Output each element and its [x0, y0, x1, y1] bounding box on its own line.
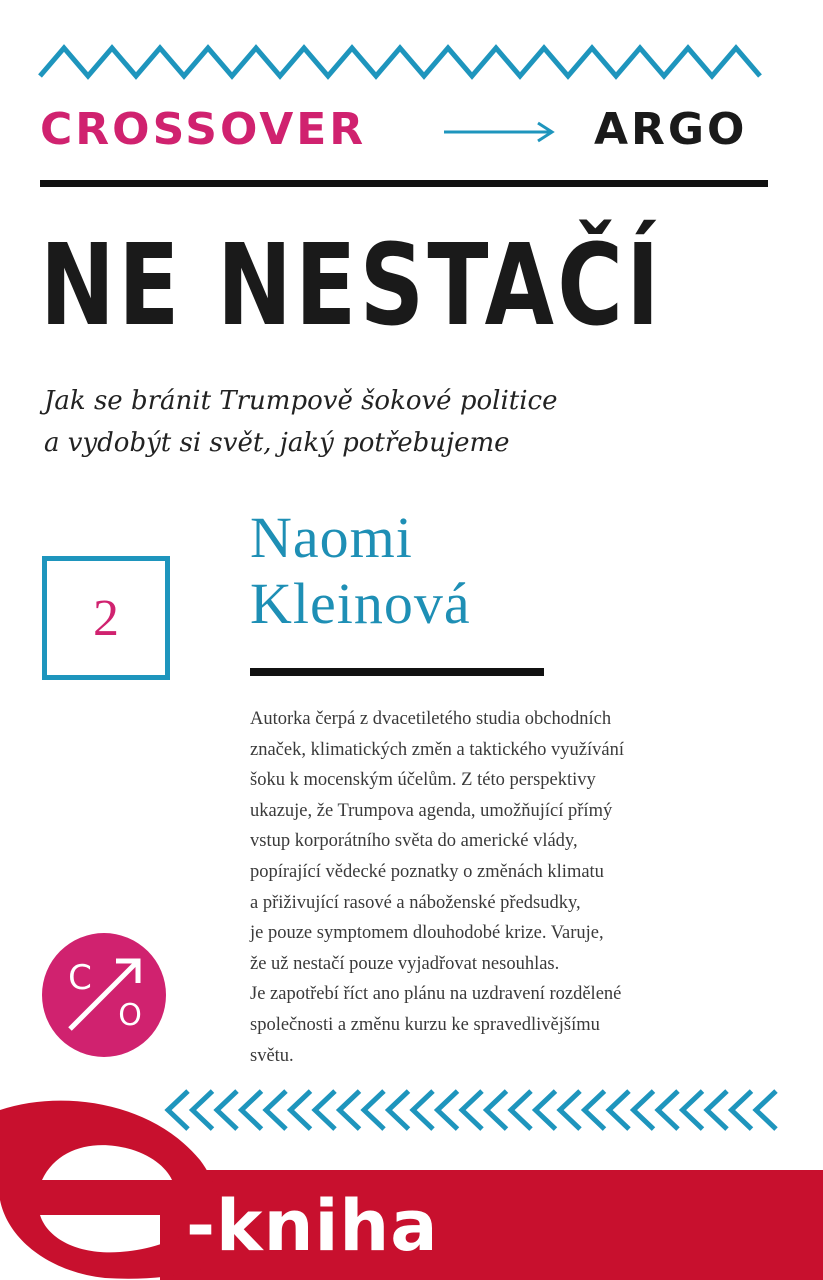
- blurb-line: Je zapotřebí říct ano plánu na uzdravení rozdělené: [250, 984, 622, 1005]
- long-arrow-right-icon: [442, 120, 562, 144]
- blurb-line: že už nestačí pouze vyjadřovat nesouhlas.: [250, 953, 560, 974]
- badge-letter-o: O: [118, 998, 142, 1033]
- blurb-line: je pouze symptomem dlouhodobé krize. Varuje,: [250, 923, 604, 944]
- subtitle-line: Jak se bránit Trumpově šokové politice: [44, 386, 558, 416]
- blurb-line: světu.: [250, 1045, 294, 1066]
- subtitle-line: a vydobýt si svět, jaký potřebujeme: [44, 428, 510, 458]
- blurb-line: šoku k mocenským účelům. Z této perspektivy: [250, 770, 596, 791]
- blurb-text: [250, 704, 750, 1071]
- book-subtitle: [44, 380, 557, 464]
- badge-letter-c: C: [68, 958, 92, 998]
- blurb-line: značek, klimatických změn a taktického využívání: [250, 739, 624, 760]
- crossover-co-logo-icon: [40, 931, 168, 1059]
- blurb-line: Autorka čerpá z dvacetiletého studia obchodních: [250, 709, 612, 729]
- blurb-line: vstup korporátního světa do americké vlády,: [250, 831, 578, 852]
- book-title: NE NESTAČÍ: [40, 221, 663, 351]
- author-divider: [250, 668, 544, 676]
- blurb-line: ukazuje, že Trumpova agenda, umožňující přímý: [250, 800, 613, 821]
- top-zigzag-ornament: [38, 42, 778, 82]
- publisher-name-argo: ARGO: [594, 104, 748, 155]
- author-last-name: Kleinová: [250, 571, 471, 636]
- series-name-crossover: CROSSOVER: [40, 104, 367, 155]
- blurb-line: popírající vědecké poznatky o změnách klimatu: [250, 861, 604, 882]
- blurb-line: společnosti a změnu kurzu ke spravedlivějšímu: [250, 1014, 600, 1035]
- blurb-line: a přiživující rasové a náboženské předsudky,: [250, 892, 581, 913]
- author-first-name: Naomi: [250, 505, 413, 570]
- author-name: [250, 505, 471, 637]
- volume-number: 2: [93, 589, 119, 647]
- ebook-label: -kniha: [186, 1185, 439, 1267]
- header-divider: [40, 180, 768, 187]
